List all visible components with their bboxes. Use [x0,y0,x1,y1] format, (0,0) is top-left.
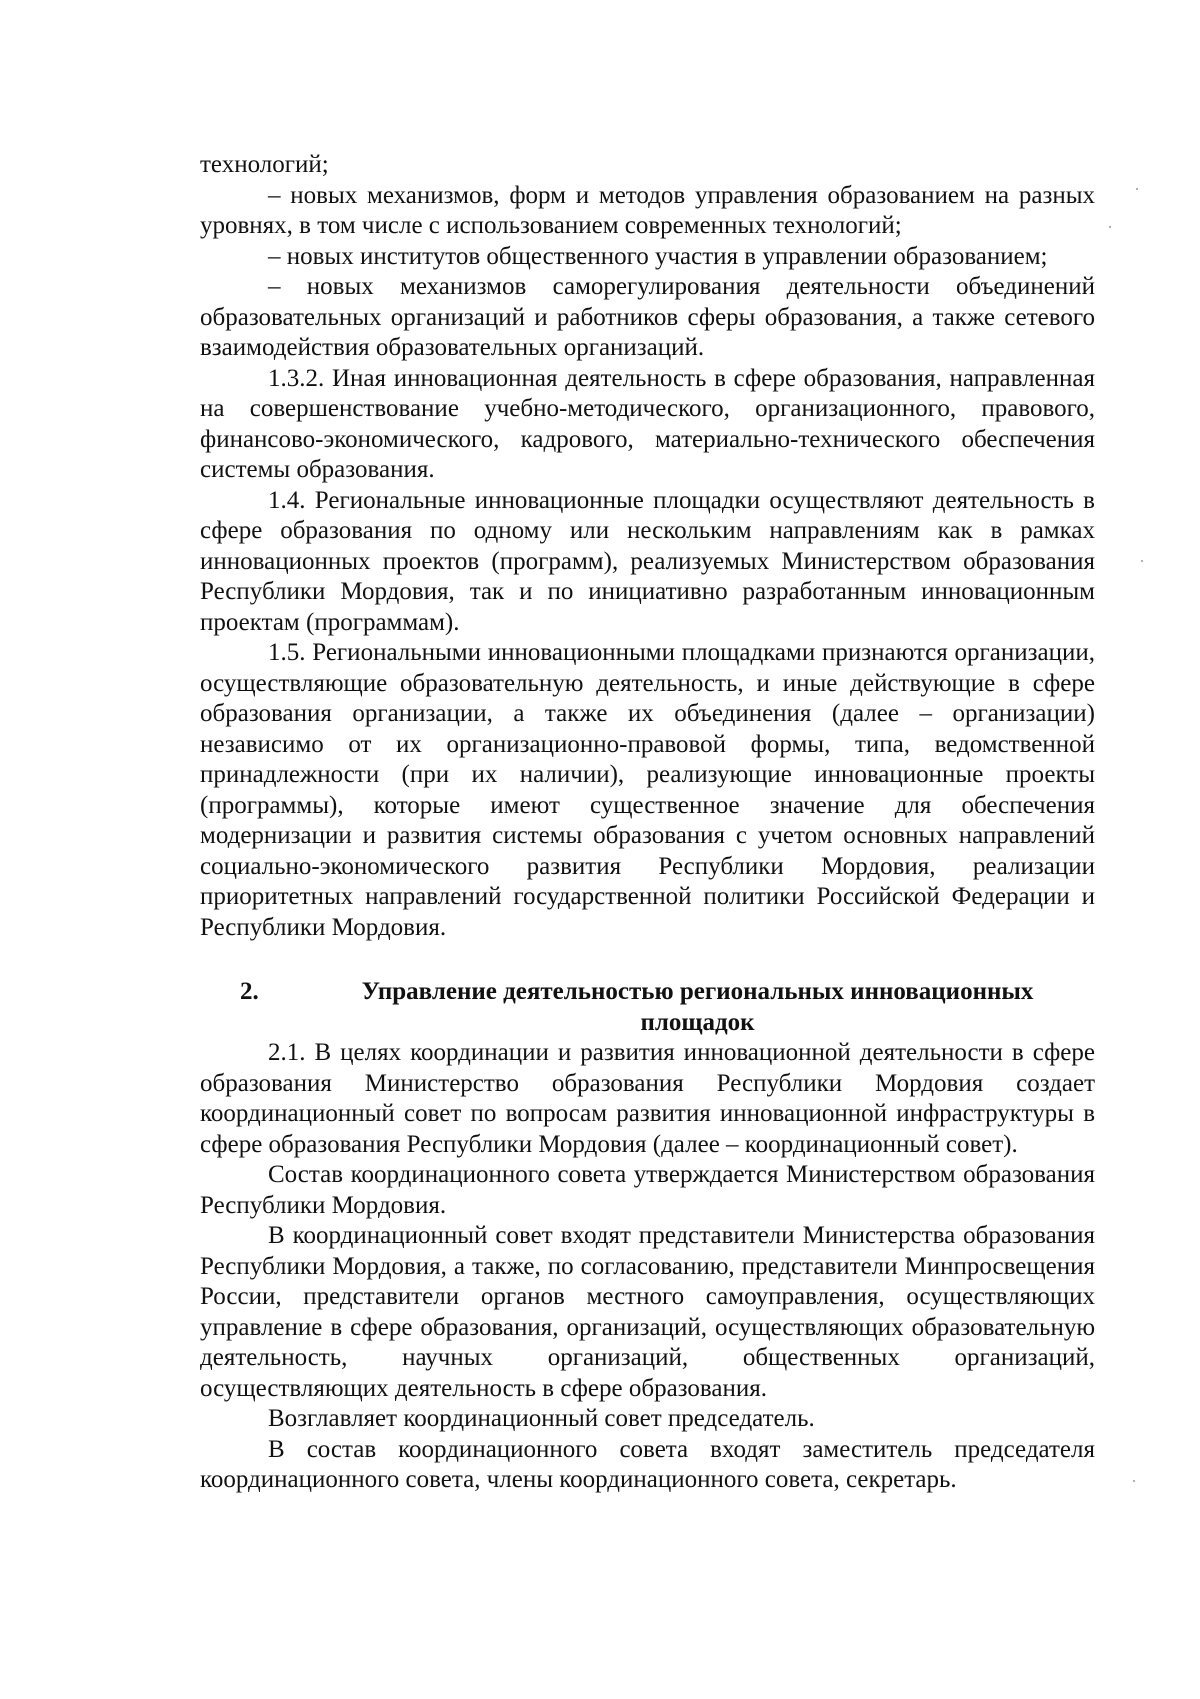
paragraph-2-1: 2.1. В целях координации и развития инновационной деятельности в сфере образования Министерство образования Республики Мордовия создает координационный совет по вопросам развития инновационной инфраструктуры в сфере образования Республики Мордовия (далее – координационный совет). [200,1039,1095,1158]
section-number: 2. [240,978,259,1005]
section-heading [200,977,1095,1038]
paragraph-council-members: В координационный совет входят представители Министерства образования Республики Мордовия, а также, по согласованию, представители Минпросвещения России, представители органов местного самоуправления, осуществляющих управление в сфере образования, организаций, осуществляющих образовательную деятельность, научных организаций, общественных организаций, осуществляющих деятельность в сфере образования. [200,1222,1095,1402]
paragraph-1-5: 1.5. Региональными инновационными площадками признаются организации, осуществляющие образовательную деятельность, и иные действующие в сфере образования организации, а также их объединения (далее – организации) независимо от их организационно-правовой формы, типа, ведомственной принадлежности (при их наличии), реализующие инновационные проекты (программы), которые имеют существенное значение для обеспечения модернизации и развития системы образования с учетом основных направлений социально-экономического развития Республики Мордовия, реализации приоритетных направлений государственной политики Российской Федерации и Республики Мордовия. [200,639,1095,941]
scan-speck [1136,188,1138,190]
paragraph-1-3-2: 1.3.2. Иная инновационная деятельность в сфере образования, направленная на совершенствование учебно-методического, организационного, правового, финансово-экономического, кадрового, материально-технического обеспечения системы образования. [200,364,1095,483]
paragraph-list-item: – новых механизмов саморегулирования деятельности объединений образовательных организаций и работников сферы образования, а также сетевого взаимодействия образовательных организаций. [200,273,1095,361]
paragraph-list-item: – новых механизмов, форм и методов управления образованием на разных уровнях, в том числе с использованием современных технологий; [200,181,1095,239]
paragraph-council-structure: В состав координационного совета входят заместитель председателя координационного совета, члены координационного совета, секретарь. [200,1435,1095,1493]
paragraph-1-4: 1.4. Региональные инновационные площадки осуществляют деятельность в сфере образования по одному или нескольким направлениям как в рамках инновационных проектов (программ), реализуемых Министерством образования Республики Мордовия, так и по инициативно разработанным инновационным проектам (программам). [200,486,1095,636]
scan-speck [1109,226,1111,228]
scan-speck [1141,560,1143,562]
section-title: Управление деятельностью региональных инновационных площадок [361,978,1034,1036]
paragraph-list-item: – новых институтов общественного участия в управлении образованием; [268,242,1048,270]
document-body [200,150,1095,1496]
paragraph-council-composition: Состав координационного совета утверждается Министерством образования Республики Мордовия. [200,1161,1095,1219]
paragraph-continuation: технологий; [200,151,329,178]
scan-speck [1133,1480,1135,1482]
paragraph-council-chair: Возглавляет координационный совет председатель. [268,1405,815,1432]
